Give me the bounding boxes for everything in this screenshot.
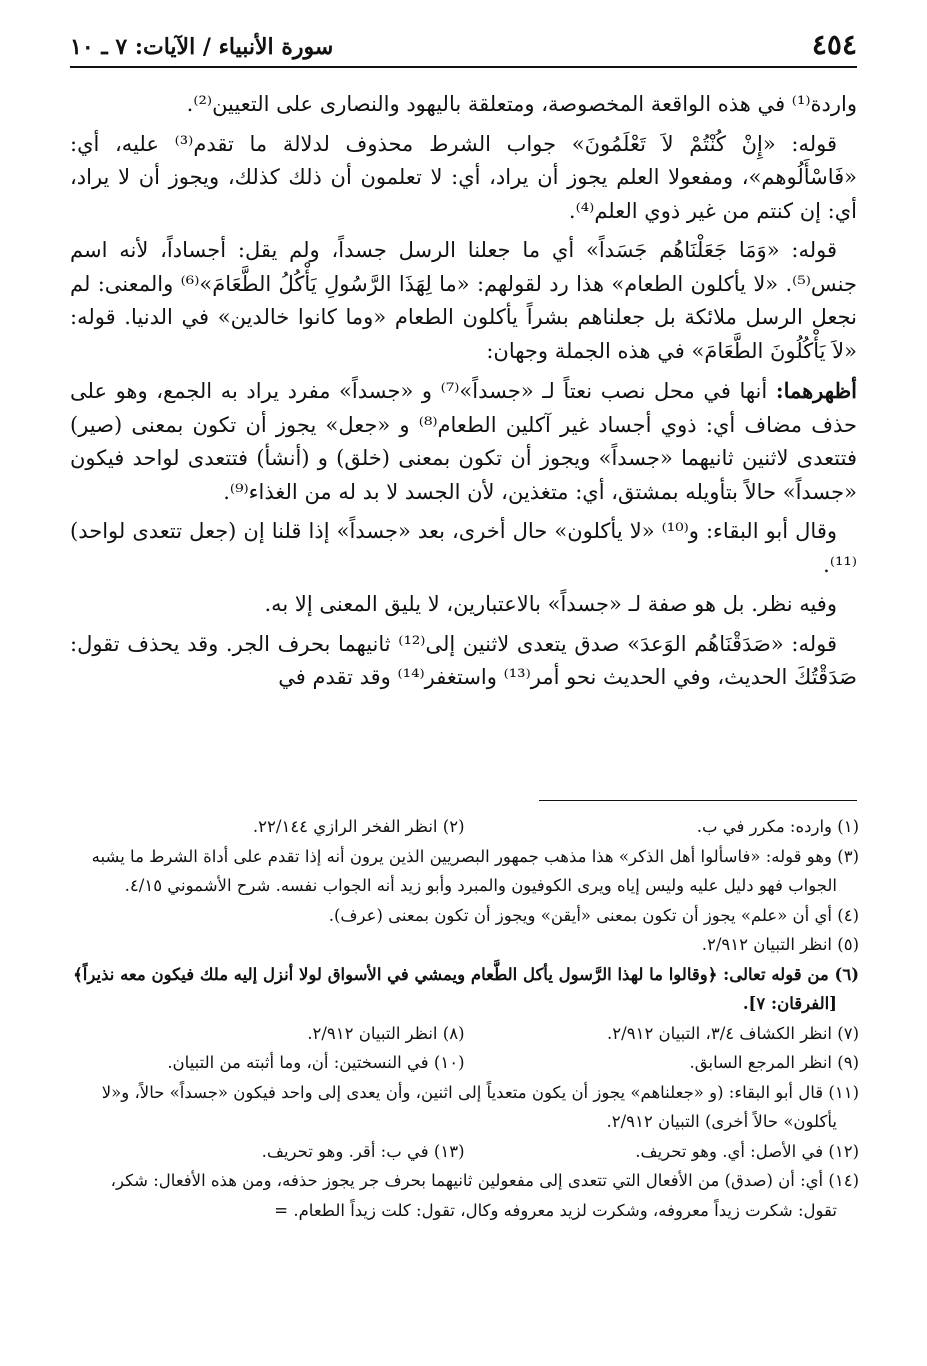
paragraph-7: قوله: «صَدَقْنَاهُم الوَعدَ» صدق يتعدى لاثنين إلى⁽¹²⁾ ثانيهما بحرف الجر. وقد يحذف تقول: صَدَقْتُكَ الحديث، وفي الحديث نحو أمر⁽¹³⁾ واستغفر⁽¹⁴⁾ وقد تقدم في bbox=[70, 631, 857, 689]
paragraph-4-text: أنها في محل نصب نعتاً لـ «جسداً»⁽⁷⁾ و «جسداً» مفرد يراد به الجمع، وهو على حذف مضاف أي: ذوي أجساد غير آكلين الطعام⁽⁸⁾ و «جعل» يجوز أن تكون بمعنى (صير) فتتعدى لاثنين ثانيهما «جسداً» ويجوز أن تكون بمعنى (خلق) و (أنشأ) فتتعدى لواحد فيكون «جسداً» حالاً بتأويله بمشتق، أي: متغذين، لأن الجسد لا بد له من الغذاء⁽⁹⁾. bbox=[70, 379, 857, 504]
footnote-4: (٤) أي أن «علم» يجوز أن تكون بمعنى «أيقن» ويجوز أن تكون بمعنى (عرف). bbox=[328, 905, 859, 925]
footnotes bbox=[70, 812, 859, 1225]
paragraph-6: وفيه نظر. بل هو صفة لـ «جسداً» بالاعتبارين، لا يليق المعنى إلا به. bbox=[264, 592, 837, 616]
paragraph-3: قوله: «وَمَا جَعَلْنَاهُم جَسَداً» أي ما جعلنا الرسل جسداً، ولم يقل: أجساداً، لأنه اسم جنس⁽⁵⁾. «لا يأكلون الطعام» هذا رد لقولهم: «ما لِهَذَا الرَّسُولِ يَأْكُلُ الطَّعَامَ»⁽⁶⁾ والمعنى: لم نجعل الرسل ملائكة بل جعلناهم بشراً يأكلون الطعام «وما كانوا خالدين» في الدنيا. قوله: «لاَ يَأْكُلُونَ الطَّعَامَ» في هذه الجملة وجهان: bbox=[70, 238, 857, 363]
footnote-7: (٧) انظر الكشاف ٣/٤، التبيان ٢/٩١٢. bbox=[607, 1023, 859, 1043]
footnote-8: (٨) انظر التبيان ٢/٩١٢. bbox=[307, 1023, 465, 1043]
paragraph-5: وقال أبو البقاء: و⁽¹⁰⁾ «لا يأكلون» حال أخرى، بعد «جسداً» إذا قلنا إن (جعل تتعدى لواحد)⁽¹¹⁾. bbox=[70, 519, 857, 577]
footnote-row bbox=[70, 812, 859, 842]
footnote-5: (٥) انظر التبيان ٢/٩١٢. bbox=[701, 935, 859, 954]
footnote-11: (١١) قال أبو البقاء: (و «جعلناهم» يجوز أن يكون متعدياً إلى اثنين، وأن يعدى إلى واحد فيكون «جسداً» حالاً، و«لا يأكلون» حالاً أخرى) التبيان ٢/٩١٢. bbox=[101, 1082, 859, 1131]
page-header bbox=[70, 26, 857, 68]
page-number: ٤٥٤ bbox=[811, 28, 857, 61]
paragraph-4 bbox=[70, 374, 857, 509]
footnote-row bbox=[70, 1137, 859, 1167]
paragraph-2: قوله: «إِنْ كُنْتُمْ لاَ تَعْلَمُونَ» جواب الشرط محذوف لدلالة ما تقدم⁽³⁾ عليه، أي: «فَاسْأَلُوهم»، ومفعولا العلم يجوز أن يراد، أي: لا تعلمون أن ذلك كذلك، ويجوز أن لا يراد، أي: إن كنتم من غير ذوي العلم⁽⁴⁾. bbox=[70, 131, 857, 223]
paragraph-4-lead: أظهرهما: bbox=[775, 378, 857, 403]
footnote-3: (٣) وهو قوله: «فاسألوا أهل الذكر» هذا مذهب جمهور البصريين الذين يرون أنه إذا تقدم على أداة الشرط ما يشبه الجواب فهو دليل عليه وليس إياه ويرى الكوفيون والمبرد وأبو زيد أنه الجواب نفسه. شرح الأشموني ٤/١٥. bbox=[91, 846, 859, 895]
footnote-12: (١٢) في الأصل: أي. وهو تحريف. bbox=[635, 1141, 859, 1161]
footnote-6: (٦) من قوله تعالى: ﴿وقالوا ما لهذا الرَّسول يأكل الطَّعام ويمشي في الأسواق لولا أنزل إليه ملك فيكون معه نذيراً﴾ [الفرقان: ٧]. bbox=[73, 964, 859, 1013]
footnote-9: (٩) انظر المرجع السابق. bbox=[689, 1053, 859, 1072]
footnote-2: (٢) انظر الفخر الرازي ٢٢/١٤٤. bbox=[252, 817, 465, 836]
main-text bbox=[70, 88, 857, 701]
footnote-13: (١٣) في ب: أقر. وهو تحريف. bbox=[261, 1141, 465, 1161]
footnote-14: (١٤) أي: أن (صدق) من الأفعال التي تتعدى إلى مفعولين ثانيهما بحرف جر يجوز حذفه، ومن هذه الأفعال: شكر، تقول: شكرت زيداً معروفه، وشكرت لزيد معروفه وكال، تقول: كلت زيداً الطعام. = bbox=[110, 1171, 859, 1220]
footnote-1: (١) وارده: مكرر في ب. bbox=[696, 817, 859, 836]
footnote-10: (١٠) في النسختين: أن، وما أثبته من التبيان. bbox=[167, 1053, 465, 1072]
paragraph-1: واردة⁽¹⁾ في هذه الواقعة المخصوصة، ومتعلقة باليهود والنصارى على التعيين⁽²⁾. bbox=[186, 92, 857, 116]
footnote-row bbox=[70, 1048, 859, 1078]
footnote-row bbox=[70, 1019, 859, 1049]
footnote-separator bbox=[539, 800, 857, 801]
surah-title: سورة الأنبياء / الآيات: ٧ ـ ١٠ bbox=[70, 34, 334, 60]
